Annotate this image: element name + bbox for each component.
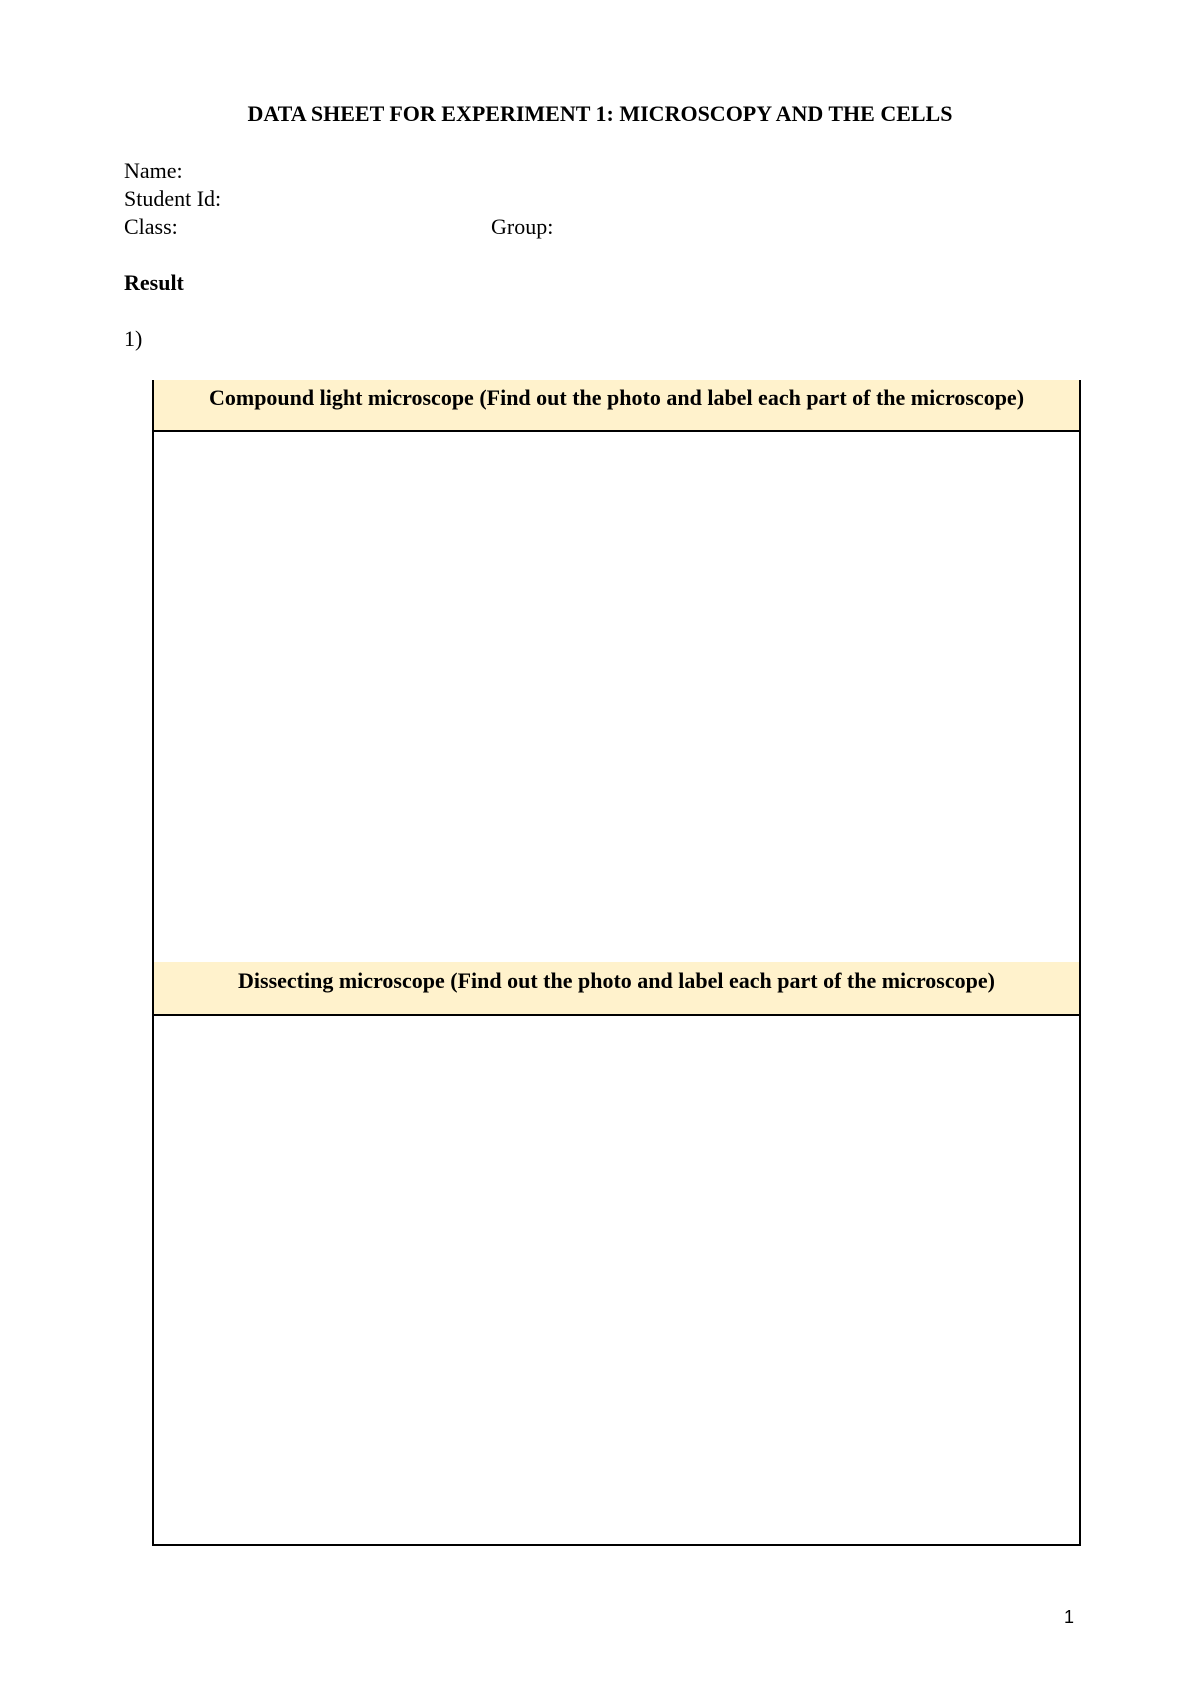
compound-microscope-header: Compound light microscope (Find out the photo and label each part of the microscope) [154,380,1079,432]
result-heading: Result [124,270,184,295]
page-title: DATA SHEET FOR EXPERIMENT 1: MICROSCOPY AND THE CELLS [247,101,953,126]
group-label: Group: [491,214,554,239]
compound-microscope-drawing-area [154,432,1079,962]
dissecting-microscope-drawing-area [154,1016,1079,1544]
dissecting-microscope-header: Dissecting microscope (Find out the photo and label each part of the microscope) [154,962,1079,1016]
class-label: Class: [124,214,178,239]
name-label: Name: [124,158,183,183]
student-id-label: Student Id: [124,186,222,211]
answer-table [152,380,1081,1546]
page-number: 1 [1064,1607,1075,1627]
question-number: 1) [124,326,143,351]
